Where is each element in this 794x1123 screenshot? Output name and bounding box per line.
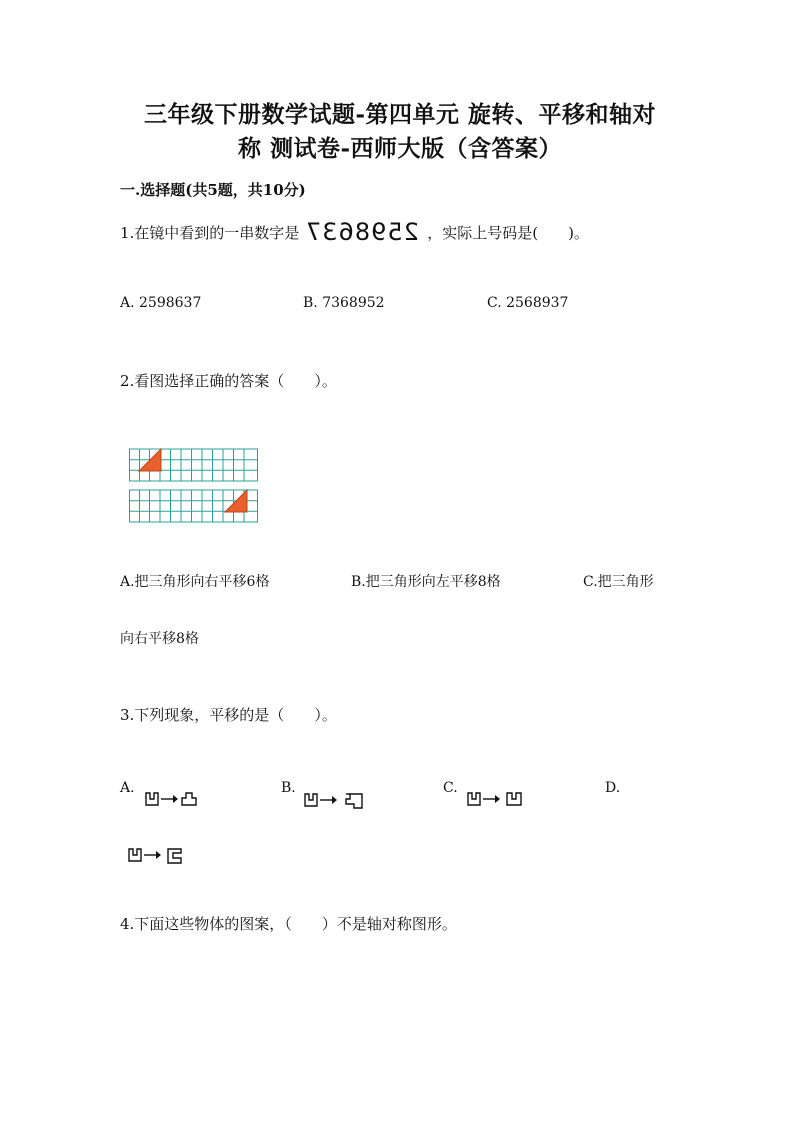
translation-grid-figure	[129, 448, 259, 524]
question-1	[120, 218, 589, 246]
section-heading: 一.选择题(共5题，共10分)	[120, 181, 306, 199]
shape-pair-c	[467, 791, 525, 807]
question-3: 3.下列现象，平移的是（ ）。	[120, 706, 337, 724]
page-title-line-1: 三年级下册数学试题-第四单元 旋转、平移和轴对	[143, 101, 657, 128]
shape-pair-d	[128, 847, 186, 865]
question-3-option-b-label: B.	[281, 780, 296, 796]
bottom-grid	[130, 490, 258, 522]
question-3-option-d-label: D.	[605, 780, 621, 796]
question-1-option-b: B. 7368952	[303, 295, 385, 311]
question-4: 4.下面这些物体的图案，（ ）不是轴对称图形。	[120, 915, 457, 933]
question-2: 2.看图选择正确的答案（ ）。	[120, 372, 337, 390]
question-3-option-c-label: C.	[443, 780, 458, 796]
mirrored-number: 2598637	[305, 218, 420, 246]
question-2-option-c-continued: 向右平移8格	[120, 631, 199, 647]
shape-pair-a	[145, 791, 201, 807]
question-1-prefix: 1.在镜中看到的一串数字是	[120, 223, 300, 242]
shape-pair-b	[304, 792, 366, 810]
page-title-line-2: 称 测试卷-西师大版（含答案）	[237, 135, 563, 162]
question-1-option-a: A. 2598637	[120, 295, 202, 311]
question-3-option-a-label: A.	[120, 780, 135, 796]
question-2-option-c: C.把三角形	[583, 574, 654, 590]
question-2-option-a: A.把三角形向右平移6格	[120, 574, 270, 590]
question-1-suffix: ，实际上号码是( )。	[427, 223, 589, 242]
top-grid	[130, 449, 258, 481]
question-1-option-c: C. 2568937	[487, 295, 569, 311]
question-2-option-b: B.把三角形向左平移8格	[351, 574, 501, 590]
